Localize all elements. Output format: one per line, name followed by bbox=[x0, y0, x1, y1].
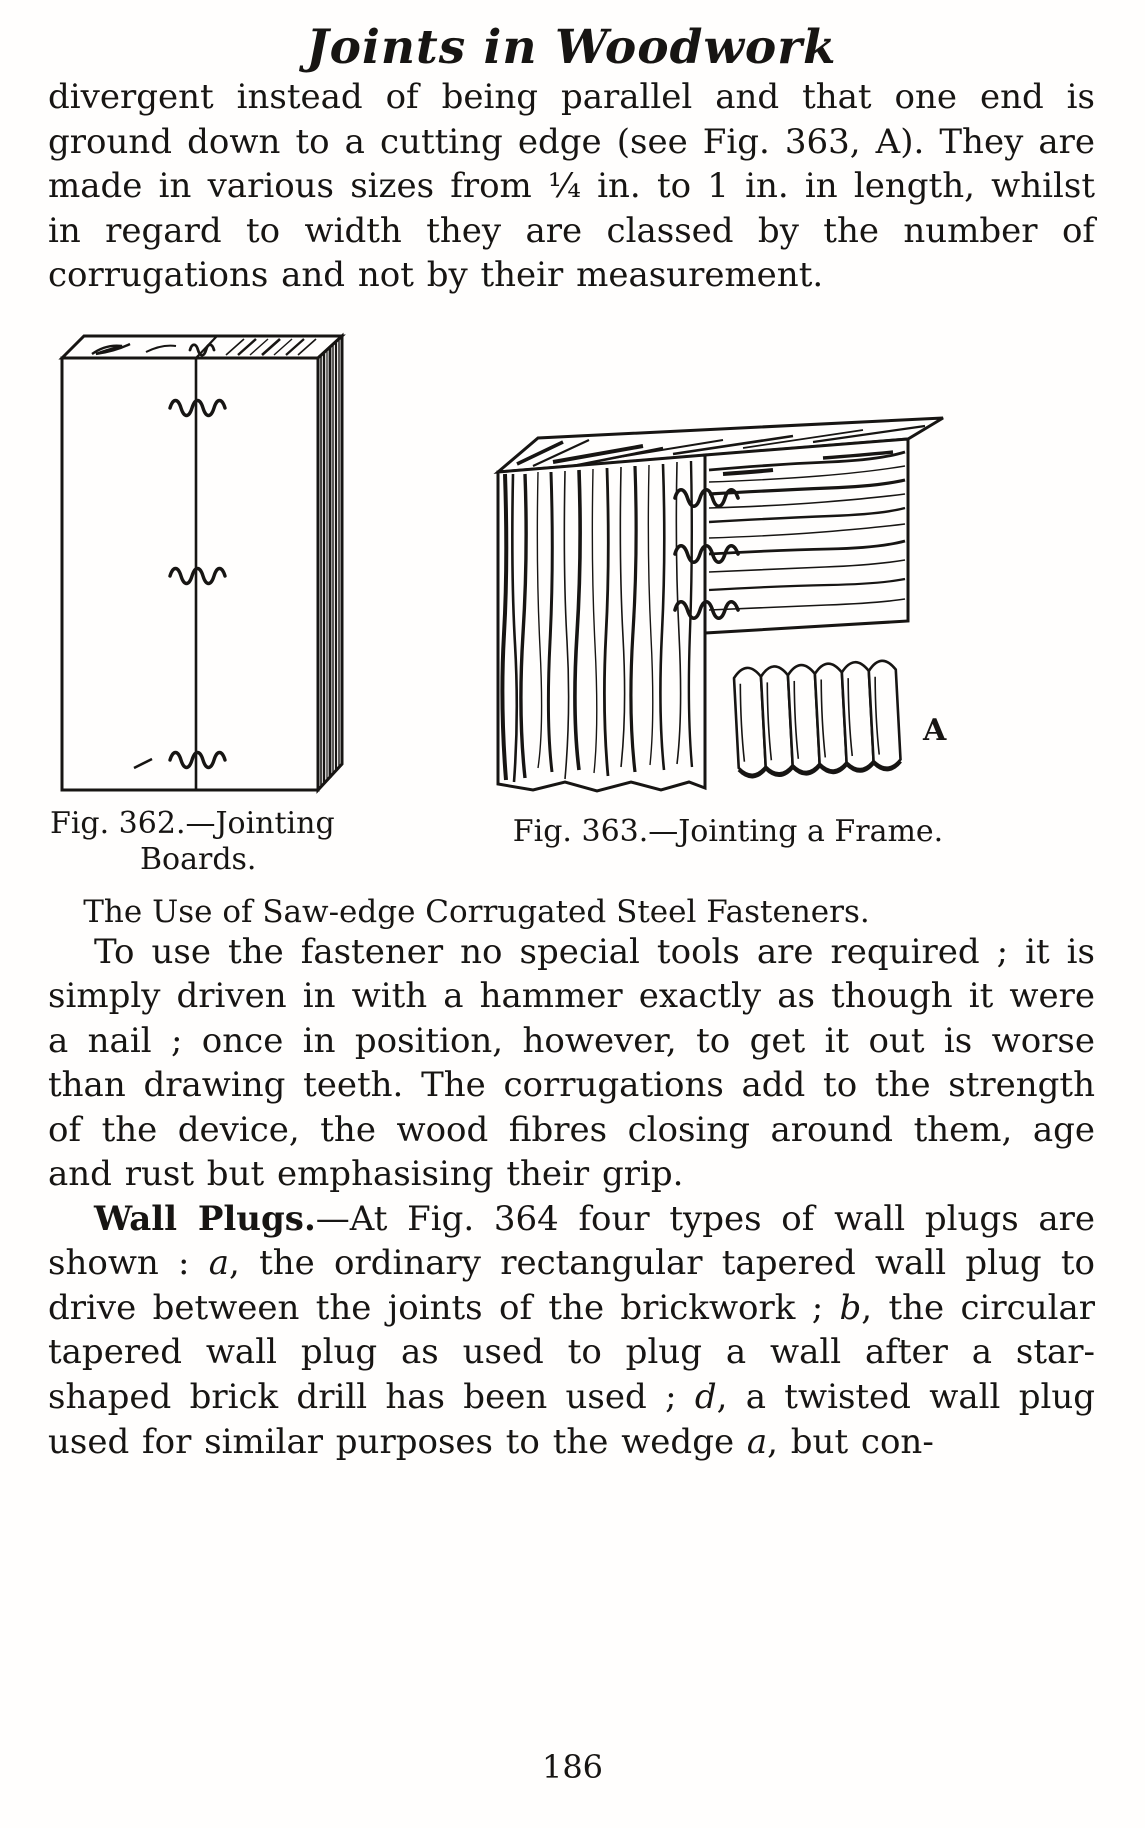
fig363-block bbox=[493, 414, 963, 850]
page-number: 186 bbox=[541, 1748, 604, 1786]
fig362-caption bbox=[50, 806, 362, 878]
fig362-jointing-boards-illustration bbox=[50, 328, 362, 798]
page-title: Joints in Woodwork bbox=[306, 20, 837, 75]
board-front-face bbox=[62, 358, 318, 790]
p3-segment-5: , but con- bbox=[767, 1421, 934, 1462]
p3-segment-4: , a twisted wall plug used for similar purposes to the wedge bbox=[48, 1376, 1095, 1462]
paragraph-3 bbox=[48, 1197, 1095, 1464]
paragraph-1: divergent instead of being parallel and that one end is ground down to a cutting edge (see Fig. 363, A). They are made in various sizes from ¼ in. to 1 in. in length, whilst in regard to width they are classed by the number of corrugations and not by their measurement. bbox=[48, 77, 1095, 296]
wall-plugs-lead: Wall Plugs. bbox=[94, 1198, 316, 1239]
p3-segment-2: , the ordinary rectangular tapered wall plug to drive between the joints of the brickwork ; bbox=[48, 1243, 1095, 1328]
p3-segment-1: —At Fig. 364 four types of wall plugs are shown : bbox=[48, 1198, 1095, 1284]
fastener-detail-label: A bbox=[923, 712, 947, 748]
edge-hatching bbox=[321, 339, 339, 787]
figures-row bbox=[48, 328, 1095, 884]
p3-segment-3: , the circular tapered wall plug as used to plug a wall after a star-shaped brick drill has been used ; bbox=[48, 1287, 1095, 1417]
plug-type-b: b bbox=[839, 1287, 862, 1328]
plug-type-a-2: a bbox=[746, 1421, 768, 1462]
plug-type-a: a bbox=[208, 1243, 230, 1284]
fig363-caption: Fig. 363.—Jointing a Frame. bbox=[512, 813, 944, 849]
figures-combined-caption: The Use of Saw-edge Corrugated Steel Fasteners. bbox=[83, 893, 870, 930]
stile-front-face bbox=[498, 455, 705, 791]
fig362-block bbox=[50, 328, 362, 878]
paragraph-2: To use the fastener no special tools are required ; it is simply driven in with a hammer exactly as though it were a nail ; once in position, however, to get it out is worse than drawing teeth. The corrugations add to the strength of the device, the wood fibres closing around them, age and rust but emphasising their grip. bbox=[48, 931, 1095, 1195]
fig362-caption-line1: Fig. 362.—Jointing bbox=[50, 805, 335, 841]
fig363-jointing-frame-illustration bbox=[493, 414, 963, 806]
plug-type-d: d bbox=[694, 1376, 717, 1417]
fig362-caption-line2: Boards. bbox=[140, 841, 257, 877]
corrugated-fastener-detail bbox=[734, 660, 901, 777]
